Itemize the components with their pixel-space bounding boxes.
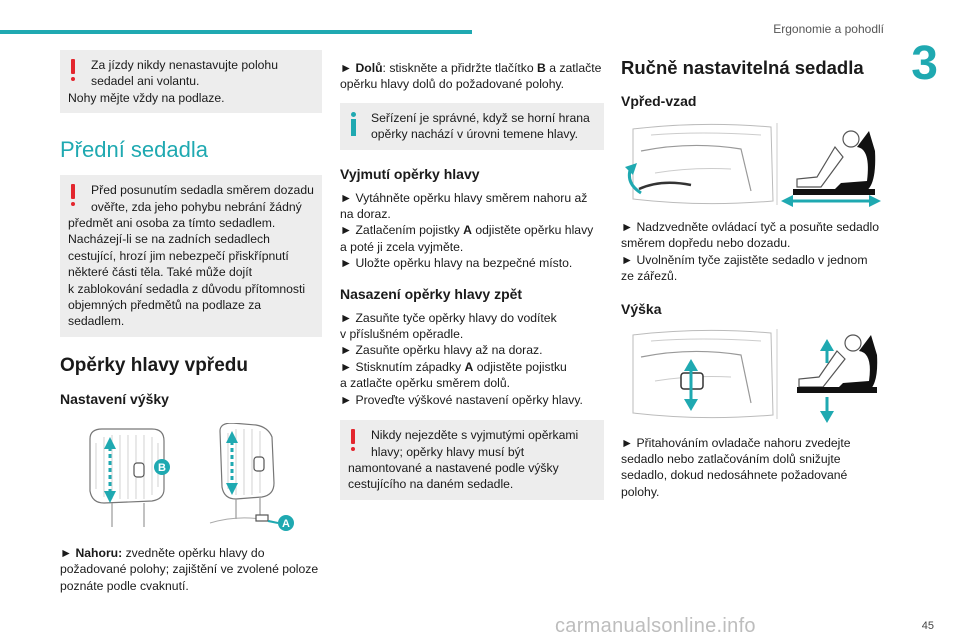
fore-aft-step-2 [621,252,883,285]
refit-step-1 [340,310,604,343]
warning-text-line: Před posunutím sedadla směrem dozadu [91,183,314,198]
bullet-icon: ► [340,392,353,407]
down-button-ref: B [537,61,546,75]
watermark: carmanualsonline.info [555,615,756,637]
warning-text-line: cestujícího na daném sedadle. [348,477,514,492]
warning-icon [348,429,358,451]
warning-text-line: k zablokování sedadla z důvodu přítomnosti [68,281,306,296]
bullet-icon: ► [621,435,634,450]
warning-text-line: objemných předmětů na podlaze za [68,298,262,313]
info-text-line: Seřízení je správné, když se horní hrana [371,110,590,125]
seat-height-illustration [621,327,883,423]
step-text: ze zářezů. [621,269,678,284]
step-text: Zatlačením pojistky [355,223,464,238]
fore-aft-step-1 [621,219,883,252]
warning-text-line: Nacházejí-li se na zadních sedadlech [68,232,270,247]
remove-headrest-title: Vyjmutí opěrky hlavy [340,165,480,182]
label-b: B [158,461,166,474]
page-number: 45 [921,620,934,632]
refit-step-3 [340,359,604,392]
step-text: odjistěte pojistku [473,359,567,374]
warning-text-line: sedadel ani volantu. [91,74,200,89]
step-text: sedadlo nebo zatlačováním dolů snižujte [621,452,841,467]
headrest-title: Opěrky hlavy vpředu [60,354,248,376]
bullet-icon: ► [60,545,73,560]
header-accent-bar [0,30,472,34]
seated-person-height-icon [797,335,877,423]
bullet-icon: ► [340,223,353,238]
section-title-front-seats: Přední sedadla [60,137,208,163]
height-adjust-title: Nastavení výšky [60,390,169,407]
seat-lever-drawing [625,123,777,205]
step-text: směrem dopředu nebo dozadu. [621,236,791,251]
step-text: na doraz. [340,207,391,222]
refit-headrest-title: Nasazení opěrky hlavy zpět [340,285,523,302]
step-text: Přitahováním ovladače nahoru zvedejte [636,435,851,450]
chapter-number: 3 [911,37,938,90]
bullet-icon: ► [340,190,353,205]
headrest-drawing-side [210,423,290,527]
warning-box-seat-move [60,175,322,337]
warning-icon [68,184,78,206]
seated-person-fore-aft-icon [781,131,881,207]
step-text: Zasuňte opěrku hlavy až na doraz. [355,343,543,358]
headrest-drawing-front [90,429,164,527]
step-text: Zasuňte tyče opěrky hlavy do vodítek [355,310,557,325]
refit-step-2 [340,342,604,358]
down-text: a zatlačte [545,61,602,75]
bullet-icon: ► [621,220,634,234]
step-text: Proveďte výškové nastavení opěrky hlavy. [355,392,583,407]
warning-box-driving [60,50,322,113]
seat-height-title: Výška [621,300,662,317]
height-step-1 [621,435,883,501]
warning-text-line: cestující, hrozí jim nebezpečí přiskřípnutí [68,248,289,263]
step-text: Stisknutím západky [355,359,465,374]
warning-text-line: Nohy mějte vždy na podlaze. [68,90,225,105]
up-text: zvedněte opěrku hlavy do [125,545,265,560]
bullet-icon: ► [340,61,353,75]
manual-seats-title: Ručně nastavitelná sedadla [621,57,864,78]
remove-step-2 [340,222,604,255]
bullet-icon: ► [621,252,634,267]
warning-text-line: některé části těla. Také může dojít [68,265,253,280]
warning-text-line: předmět ani osoba za tímto sedadlem. [68,216,276,231]
seat-height-lever-drawing [633,329,777,419]
warning-text-line: Za jízdy nikdy nenastavujte polohu [91,58,278,72]
warning-text-line: hlavy; opěrky hlavy musí být [371,444,525,459]
info-icon [350,112,358,136]
step-text: Vytáhněte opěrku hlavy směrem nahoru až [355,190,588,205]
refit-step-4 [340,392,604,408]
fore-aft-illustration [621,121,883,207]
step-text: v příslušném opěradle. [340,327,464,342]
remove-step-1 [340,190,604,223]
step-text: odjistěte opěrku hlavy [471,223,594,238]
warning-box-headrests [340,420,604,500]
step-text: Nadzvedněte ovládací tyč a posuňte sedadlo [636,220,880,234]
bullet-icon: ► [340,310,353,325]
step-text: Uvolněním tyče zajistěte sedadlo v jednom [636,252,868,267]
step-text: sedadlo, dokud nedosáhnete požadované [621,468,848,483]
up-instruction [60,545,322,594]
warning-text-line: ověřte, zda jeho pohybu nebrání žádný [91,199,302,214]
bullet-icon: ► [340,256,353,271]
headrest-illustration [60,423,322,535]
warning-text-line: sedadlem. [68,314,125,329]
down-text: opěrku hlavy dolů do požadované polohy. [340,77,565,92]
label-a: A [282,517,290,530]
column-3 [621,50,883,500]
warning-text-line: Nikdy nejezděte s vyjmutými opěrkami [371,428,579,443]
step-text: polohy. [621,484,660,499]
fore-aft-title: Vpřed-vzad [621,93,697,109]
bullet-icon: ► [340,343,353,358]
down-bold-label: Dolů [355,61,383,75]
info-box-adjust [340,103,604,150]
step-ref: A [464,359,474,374]
step-text: a zatlačte opěrku směrem dolů. [340,376,511,391]
warning-icon [68,59,78,81]
info-text-line: opěrky nachází v úrovni temene hlavy. [371,127,579,142]
remove-step-3 [340,255,604,271]
step-ref: A [463,223,472,238]
down-text: : stiskněte a přidržte tlačítko [382,61,537,75]
down-instruction [340,60,604,93]
up-bold-label: Nahoru: [75,545,123,560]
up-text: požadované polohy; zajištění ve zvolené poloze [60,562,319,577]
step-text: a poté ji zcela vyjměte. [340,239,464,254]
up-text: poznáte podle cvaknutí. [60,578,189,593]
step-text: Uložte opěrku hlavy na bezpečné místo. [355,256,573,271]
column-1 [60,50,322,594]
warning-text-line: namontované a nastavené podle výšky [348,460,559,475]
column-2 [340,50,604,500]
bullet-icon: ► [340,359,353,374]
running-head: Ergonomie a pohodlí [773,22,884,36]
